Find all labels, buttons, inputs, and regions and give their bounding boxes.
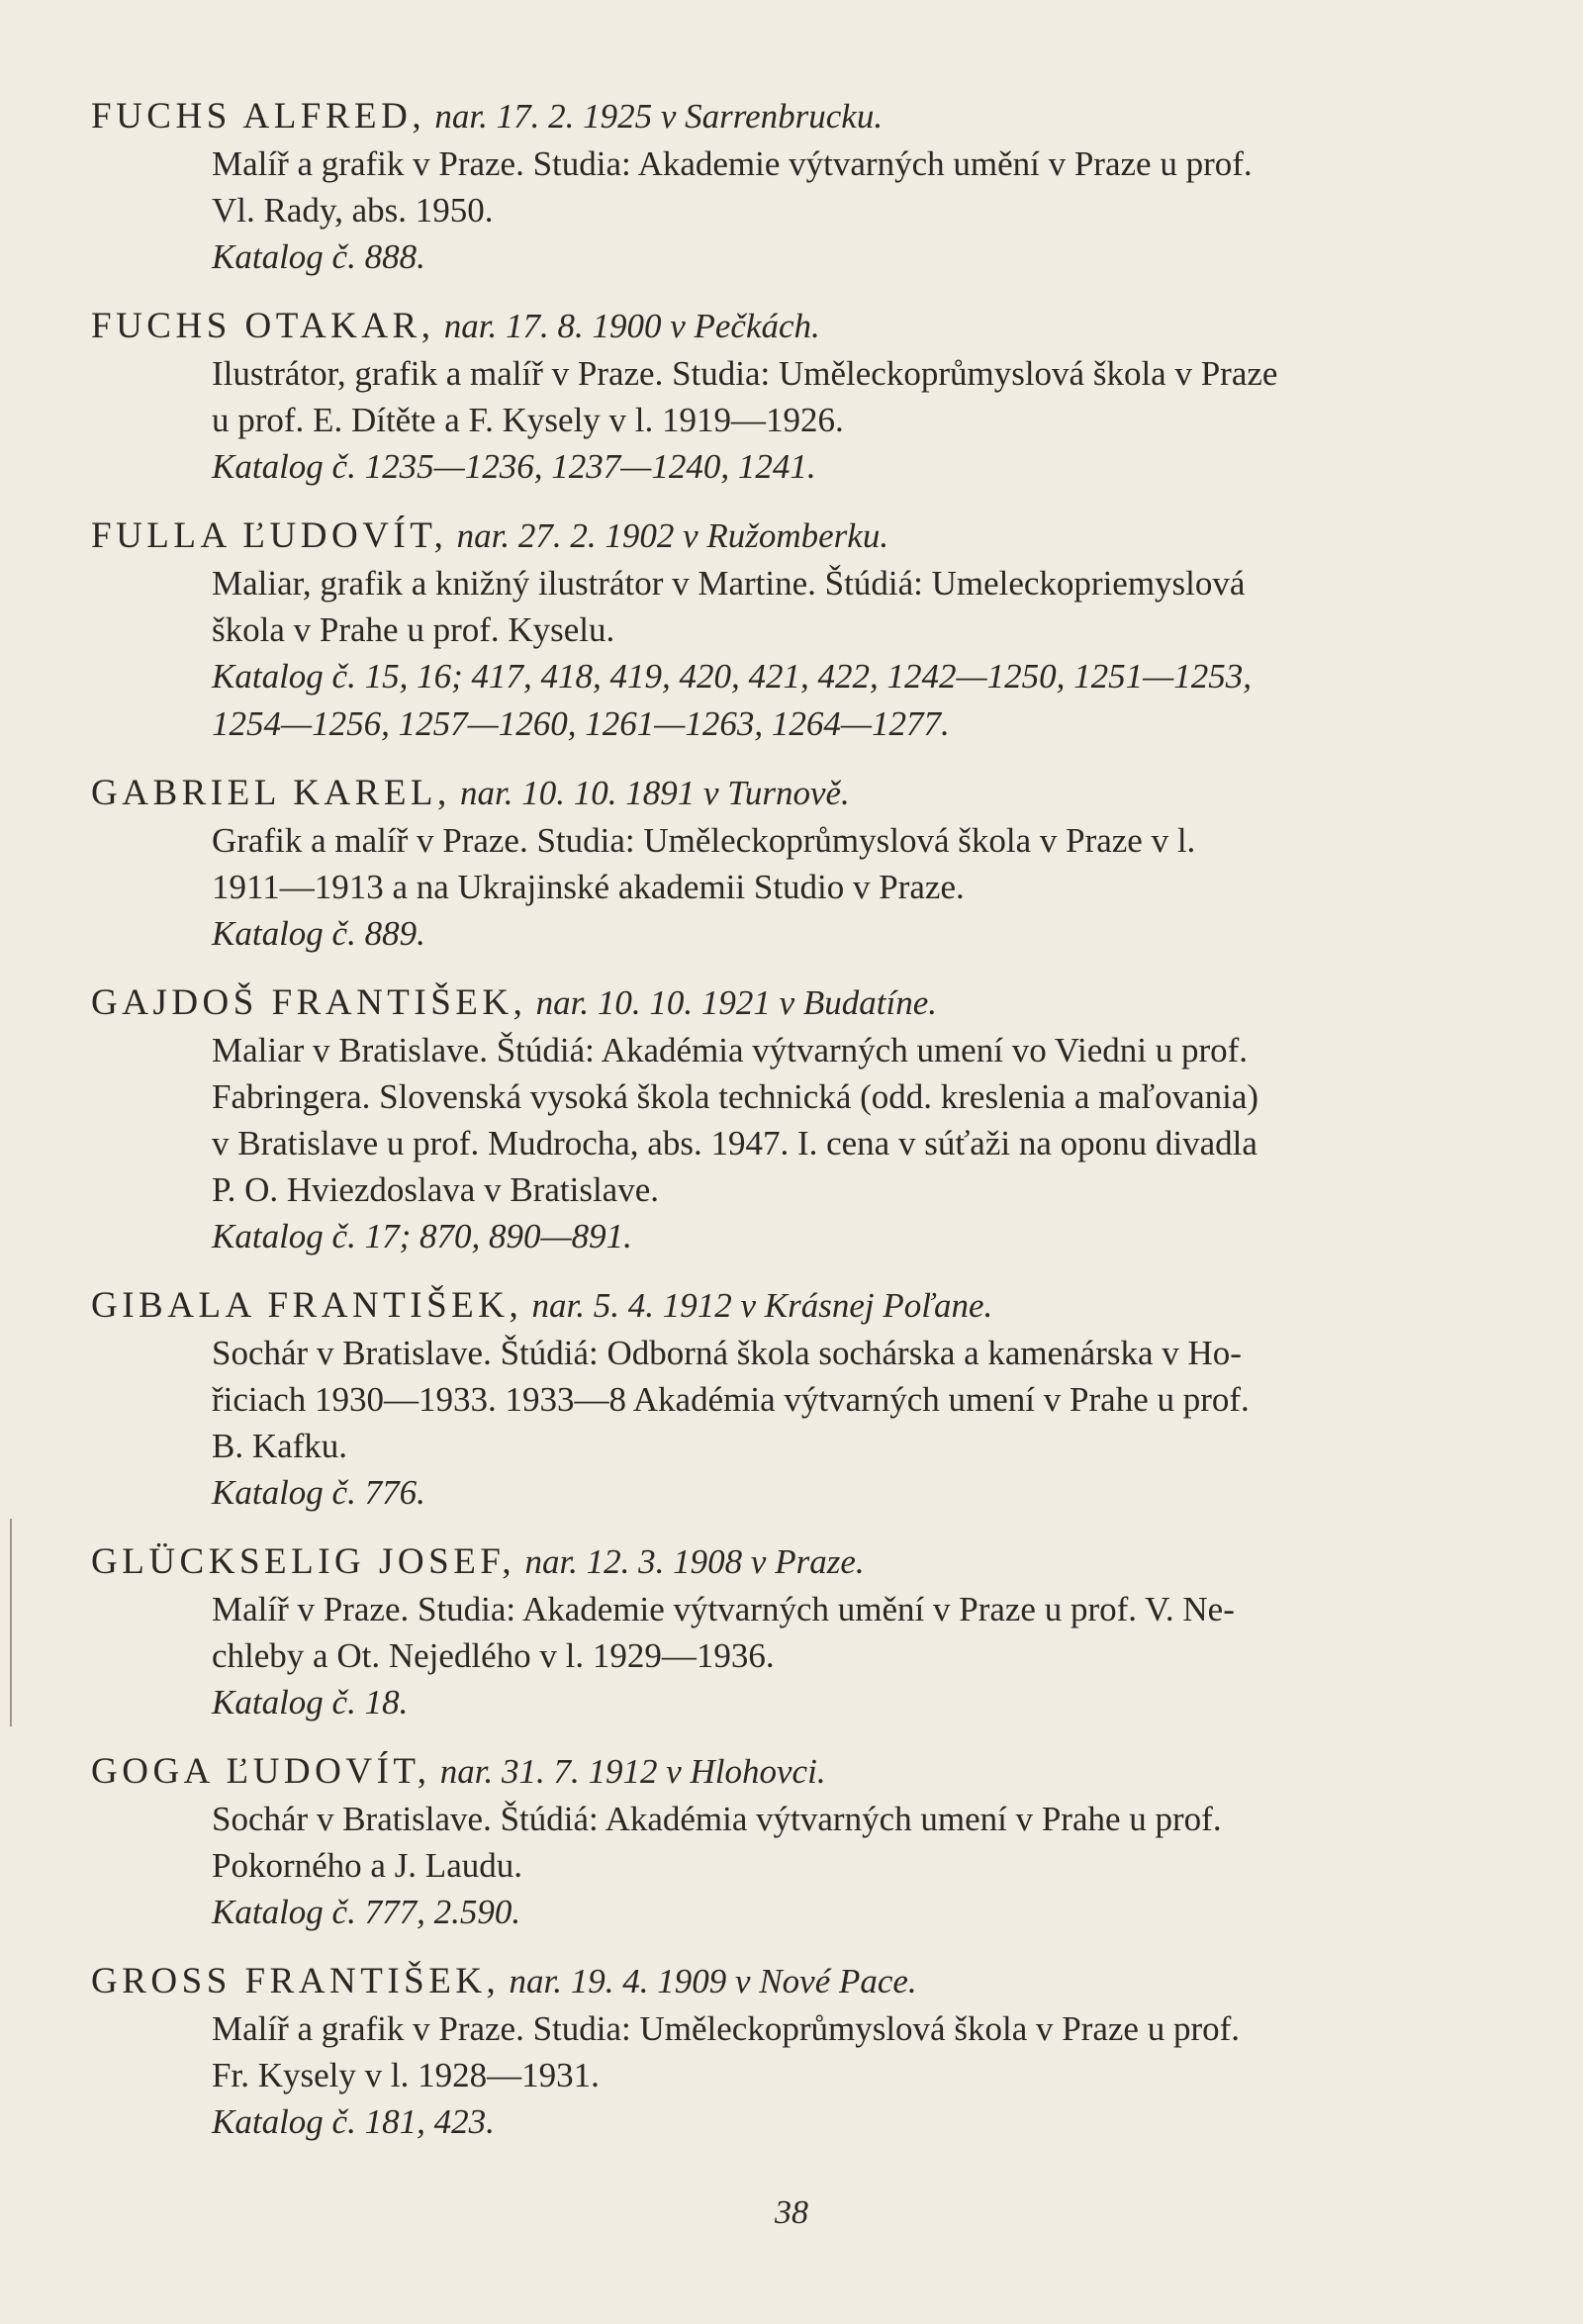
entry-heading	[91, 303, 1496, 350]
entry-heading	[91, 1538, 1496, 1586]
description-line: Malíř v Praze. Studia: Akademie výtvarných umění v Praze u prof. V. Ne-	[212, 1590, 1235, 1628]
birth-info: nar. 17. 2. 1925 v Sarrenbrucku.	[434, 97, 884, 136]
catalog-line: Katalog č. 1235—1236, 1237—1240, 1241.	[212, 447, 816, 486]
description-line: Pokorného a J. Laudu.	[212, 1846, 522, 1885]
entry	[91, 979, 1496, 1260]
artist-name: GIBALA FRANTIŠEK,	[91, 1285, 523, 1326]
artist-name: GABRIEL KAREL,	[91, 773, 451, 813]
description-line: chleby a Ot. Nejedlého v l. 1929—1936.	[212, 1636, 775, 1675]
description-line: Sochár v Bratislave. Štúdiá: Akadémia výtvarných umení v Prahe u prof.	[212, 1800, 1222, 1838]
birth-info: nar. 31. 7. 1912 v Hlohovci.	[439, 1752, 826, 1791]
entry	[91, 1958, 1496, 2146]
description-line: škola v Prahe u prof. Kyselu.	[212, 610, 615, 649]
entry	[91, 303, 1496, 491]
description-line: Grafik a malíř v Praze. Studia: Uměleckoprůmyslová škola v Praze v l.	[212, 821, 1196, 860]
birth-info: nar. 27. 2. 1902 v Ružomberku.	[456, 516, 889, 555]
artist-name: GOGA ĽUDOVÍT,	[91, 1751, 431, 1792]
description-line: Vl. Rady, abs. 1950.	[212, 191, 494, 230]
artist-name: GROSS FRANTIŠEK,	[91, 1961, 501, 2001]
birth-info: nar. 19. 4. 1909 v Nové Pace.	[509, 1962, 917, 2000]
entry	[91, 1282, 1496, 1517]
entry-heading	[91, 979, 1496, 1027]
artist-name: FUCHS ALFRED,	[91, 96, 426, 137]
entry-heading	[91, 1282, 1496, 1330]
entry-heading	[91, 93, 1496, 140]
catalog-line: Katalog č. 889.	[212, 914, 425, 953]
description-line: Malíř a grafik v Praze. Studia: Uměleckoprůmyslová škola v Praze u prof.	[212, 2009, 1241, 2048]
description-line: v Bratislave u prof. Mudrocha, abs. 1947. I. cena v súťaži na oponu divadla	[212, 1124, 1257, 1162]
entry-heading	[91, 770, 1496, 817]
catalog-line: Katalog č. 17; 870, 890—891.	[212, 1217, 632, 1255]
artist-name: FULLA ĽUDOVÍT,	[91, 515, 448, 556]
description-line: řiciach 1930—1933. 1933—8 Akadémia výtvarných umení v Prahe u prof.	[212, 1380, 1250, 1419]
description-line: Sochár v Bratislave. Štúdiá: Odborná škola sochárska a kamenárska v Ho-	[212, 1334, 1242, 1372]
artist-name: FUCHS OTAKAR,	[91, 306, 435, 346]
catalog-line: 1254—1256, 1257—1260, 1261—1263, 1264—1277.	[212, 704, 950, 743]
margin-mark	[10, 1519, 12, 1726]
birth-info: nar. 10. 10. 1891 v Turnově.	[460, 774, 850, 812]
description-line: Maliar, grafik a knižný ilustrátor v Martine. Štúdiá: Umeleckopriemyslová	[212, 564, 1246, 603]
artist-name: GAJDOŠ FRANTIŠEK,	[91, 982, 527, 1023]
description-line: Fr. Kysely v l. 1928—1931.	[212, 2056, 600, 2094]
catalog-line: Katalog č. 776.	[212, 1473, 425, 1512]
catalog-line: Katalog č. 15, 16; 417, 418, 419, 420, 421, 422, 1242—1250, 1251—1253,	[212, 657, 1252, 696]
entry	[91, 770, 1496, 958]
description-line: Maliar v Bratislave. Štúdiá: Akadémia výtvarných umení vo Viedni u prof.	[212, 1031, 1249, 1069]
entry	[91, 93, 1496, 281]
catalog-line: Katalog č. 777, 2.590.	[212, 1893, 521, 1931]
birth-info: nar. 12. 3. 1908 v Praze.	[524, 1542, 865, 1581]
description-line: Malíř a grafik v Praze. Studia: Akademie výtvarných umění v Praze u prof.	[212, 144, 1253, 183]
description-line: u prof. E. Dítěte a F. Kysely v l. 1919—1926.	[212, 401, 844, 439]
artist-name: GLÜCKSELIG JOSEF,	[91, 1541, 516, 1582]
description-line: Fabringera. Slovenská vysoká škola technická (odd. kreslenia a maľovania)	[212, 1077, 1259, 1116]
page-body	[91, 93, 1496, 2168]
entry	[91, 1748, 1496, 1936]
entry	[91, 512, 1496, 748]
entry-heading	[91, 512, 1496, 560]
entry-heading	[91, 1748, 1496, 1796]
entry	[91, 1538, 1496, 1726]
description-line: P. O. Hviezdoslava v Bratislave.	[212, 1170, 659, 1209]
description-line: Ilustrátor, grafik a malíř v Praze. Studia: Uměleckoprůmyslová škola v Praze	[212, 354, 1278, 393]
description-line: 1911—1913 a na Ukrajinské akademii Studio v Praze.	[212, 868, 965, 906]
birth-info: nar. 5. 4. 1912 v Krásnej Poľane.	[531, 1286, 993, 1325]
page-number: 38	[775, 2194, 808, 2231]
description-line: B. Kafku.	[212, 1427, 348, 1465]
catalog-line: Katalog č. 18.	[212, 1683, 409, 1721]
catalog-line: Katalog č. 181, 423.	[212, 2102, 495, 2141]
birth-info: nar. 10. 10. 1921 v Budatíne.	[535, 983, 938, 1022]
catalog-line: Katalog č. 888.	[212, 237, 425, 276]
entry-heading	[91, 1958, 1496, 2005]
birth-info: nar. 17. 8. 1900 v Pečkách.	[443, 307, 820, 345]
